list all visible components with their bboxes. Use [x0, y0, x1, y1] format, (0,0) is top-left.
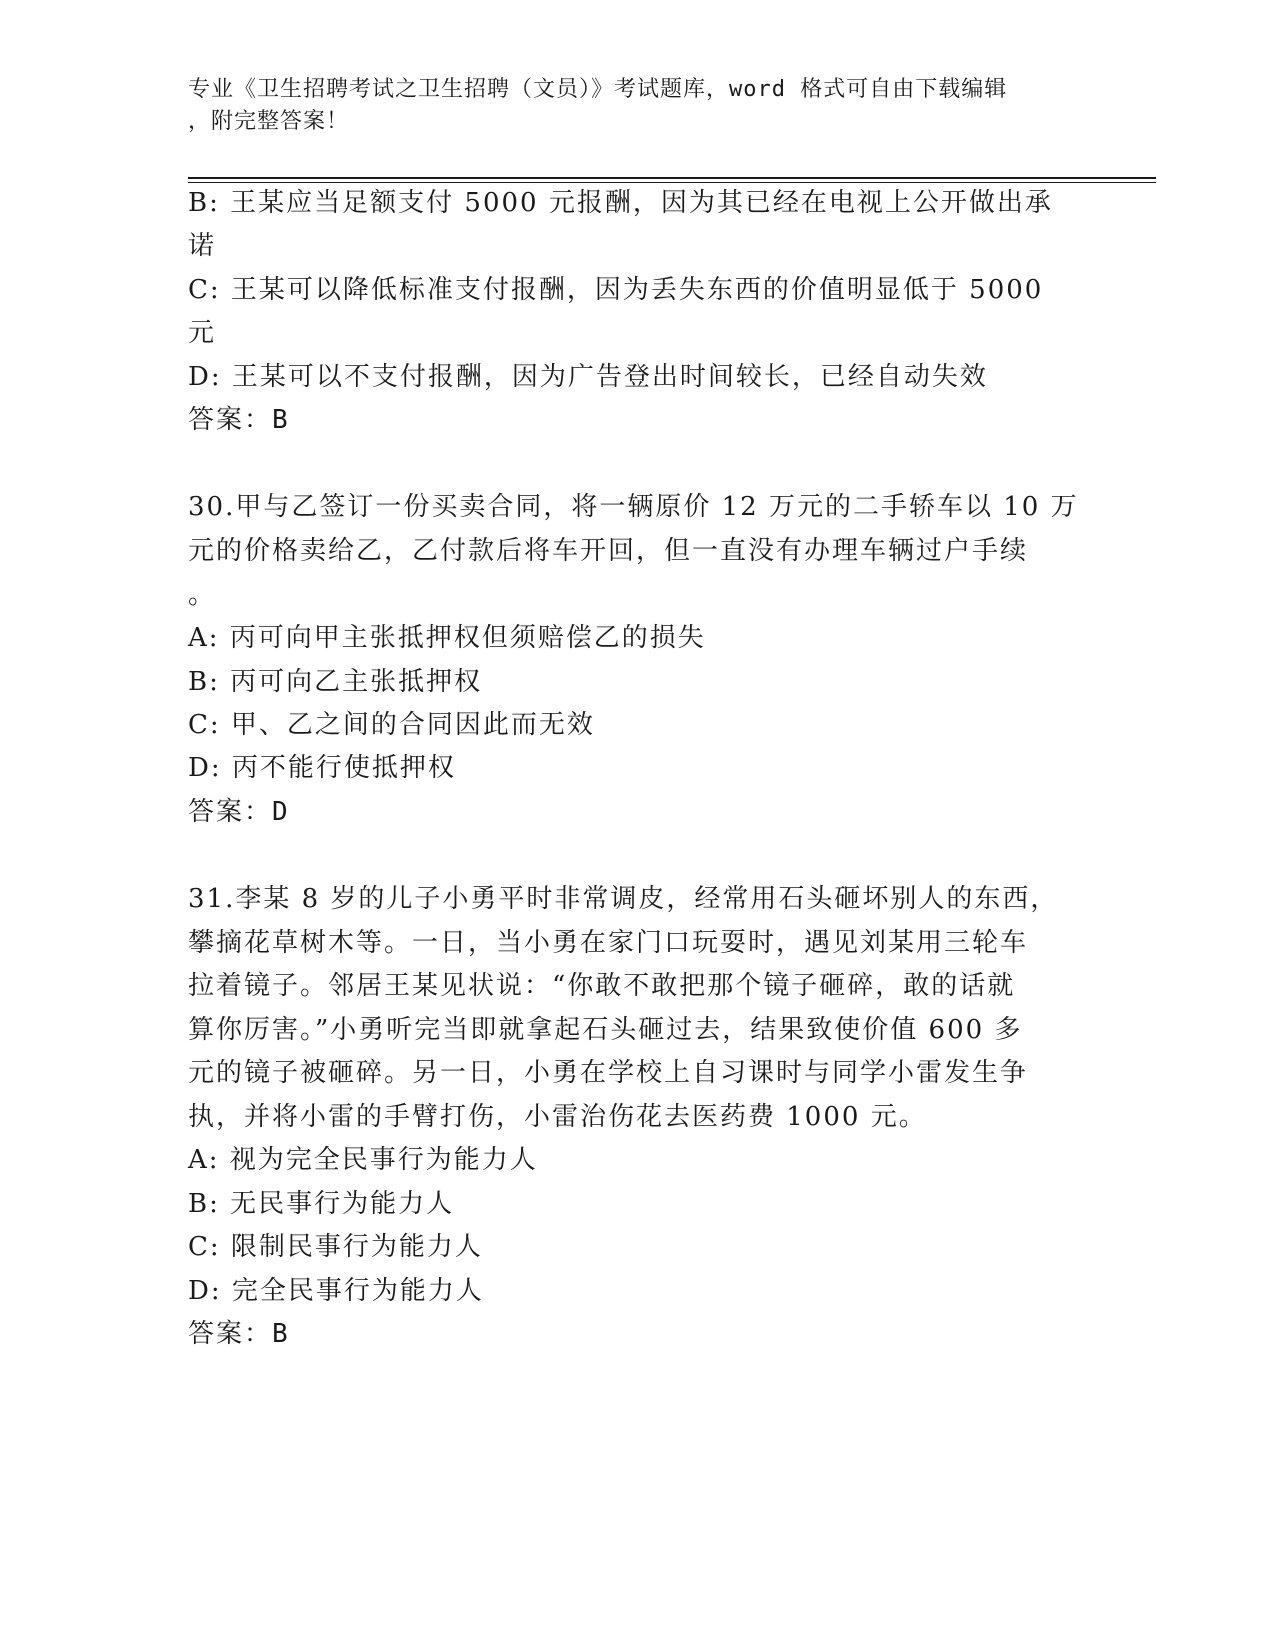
q29-option-b-line-1: B: 王某应当足额支付 5000 元报酬，因为其已经在电视上公开做出承 [188, 188, 1053, 218]
q29-answer-label: 答案： [188, 405, 273, 435]
q31-stem-line-4: 算你厉害。”小勇听完当即就拿起石头砸过去，结果致使价值 600 多 [188, 1015, 1023, 1045]
q31-stem-line-6: 执，并将小雷的手臂打伤，小雷治伤花去医药费 1000 元。 [188, 1102, 927, 1132]
document-header [188, 74, 1068, 138]
q29-option-c-line-2: 元 [188, 318, 217, 348]
q30-stem-line-3: 。 [188, 580, 217, 610]
q30-stem-line-1: 30.甲与乙签订一份买卖合同，将一辆原价 12 万元的二手轿车以 10 万 [188, 492, 1079, 522]
q30-answer-value: D [272, 797, 290, 827]
q30-answer [188, 795, 290, 829]
q29-answer-value: B [272, 405, 290, 435]
q30-option-b: B: 丙可向乙主张抵押权 [188, 667, 483, 697]
q30-answer-label: 答案： [188, 797, 273, 827]
header-line-2: ，附完整答案！ [188, 109, 350, 134]
q31-answer-value: B [272, 1319, 290, 1349]
q31-option-b: B: 无民事行为能力人 [188, 1189, 455, 1219]
q31-option-c: C: 限制民事行为能力人 [188, 1232, 483, 1262]
q31-option-a: A: 视为完全民事行为能力人 [188, 1145, 538, 1175]
q31-option-d: D: 完全民事行为能力人 [188, 1276, 484, 1306]
q31-answer-label: 答案： [188, 1319, 273, 1349]
q29-option-b-line-2: 诺 [188, 231, 217, 261]
q31-stem-line-3: 拉着镜子。邻居王某见状说：“你敢不敢把那个镜子砸碎，敢的话就 [188, 971, 1016, 1001]
header-line-1: 专业《卫生招聘考试之卫生招聘（文员）》考试题库，word 格式可自由下载编辑 [188, 77, 1008, 102]
q30-option-d: D: 丙不能行使抵押权 [188, 753, 456, 783]
q30-option-c: C: 甲、乙之间的合同因此而无效 [188, 710, 595, 740]
q29-option-d: D: 王某可以不支付报酬，因为广告登出时间较长，已经自动失效 [188, 362, 988, 392]
q31-stem-line-2: 攀摘花草树木等。一日，当小勇在家门口玩耍时，遇见刘某用三轮车 [188, 928, 1029, 958]
q29-answer [188, 403, 290, 437]
q31-stem-line-1: 31.李某 8 岁的儿子小勇平时非常调皮，经常用石头砸坏别人的东西， [188, 884, 1059, 914]
q30-option-a: A: 丙可向甲主张抵押权但须赔偿乙的损失 [188, 623, 706, 653]
q29-option-c-line-1: C: 王某可以降低标准支付报酬，因为丢失东西的价值明显低于 5000 [188, 275, 1044, 305]
q31-answer [188, 1317, 290, 1351]
header-rule-thin [188, 182, 1156, 183]
q31-stem-line-5: 元的镜子被砸碎。另一日，小勇在学校上自习课时与同学小雷发生争 [188, 1058, 1029, 1088]
q30-stem-line-2: 元的价格卖给乙，乙付款后将车开回，但一直没有办理车辆过户手续 [188, 536, 1029, 566]
header-rule-thick [188, 177, 1156, 179]
